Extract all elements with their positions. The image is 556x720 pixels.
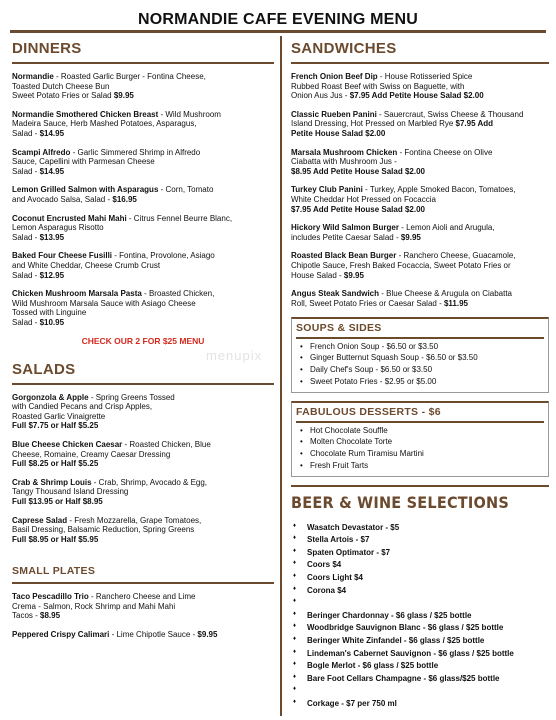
menu-item-name: Classic Rueben Panini <box>291 109 377 119</box>
list-item: ♦ Coors Light $4 <box>291 573 549 586</box>
menu-item-name: Taco Pescadillo Trio <box>12 591 89 601</box>
menu-item-name: Gorgonzola & Apple <box>12 392 89 402</box>
menu-item-price: $9.95 <box>400 232 421 242</box>
menu-item-line <box>12 289 274 299</box>
menu-item-line <box>291 223 549 233</box>
menu-item-desc: Salad - <box>12 166 40 176</box>
small-plates-divider <box>12 582 274 584</box>
right-column <box>291 40 549 712</box>
menu-item-line <box>291 82 549 92</box>
menu-item-line <box>12 308 274 318</box>
sandwiches-divider <box>291 62 549 64</box>
menu-item-price: $14.95 <box>39 128 65 138</box>
menu-item-line <box>291 289 549 299</box>
soups-box <box>291 317 549 393</box>
menu-item-desc: - Fontina Cheese on Olive <box>397 147 493 157</box>
soups-list <box>296 342 544 386</box>
left-column <box>12 40 274 648</box>
menu-item-name: Angus Steak Sandwich <box>291 289 380 299</box>
menu-item <box>12 214 274 243</box>
menu-item-name: Chicken Mushroom Marsala Pasta <box>12 289 142 299</box>
small-plates-heading: SMALL PLATES <box>12 565 96 578</box>
menu-item-desc: Tacos - <box>12 611 41 621</box>
menu-item-line <box>12 129 274 139</box>
menu-item-desc: - Spring Greens Tossed <box>88 392 175 402</box>
menu-item-desc: Onion Aus Jus - <box>291 91 350 101</box>
menu-item <box>291 223 549 242</box>
list-item <box>291 686 549 699</box>
menu-item-desc: Cheese, Romaine, Creamy Caesar Dressing <box>12 449 171 459</box>
menu-item-line <box>291 299 549 309</box>
small-plates-list <box>12 592 274 639</box>
menu-item-desc: includes Petite Caesar Salad - <box>291 232 401 242</box>
menu-item-desc: with Candied Pecans and Crisp Apples, <box>12 402 153 412</box>
list-item: ♦ Beringer White Zinfandel - $6 glass / $25 bottle <box>291 636 549 649</box>
menu-item-desc: - Ranchero Cheese and Lime <box>88 591 196 601</box>
menu-item-line <box>12 402 274 412</box>
menu-item-line <box>291 119 549 129</box>
menu-item-desc: - Fresh Mozzarella, Grape Tomatoes, <box>67 515 202 525</box>
menu-item-line <box>12 412 274 422</box>
menu-item-desc: Ciabatta with Mushroom Jus - <box>291 157 397 167</box>
menu-item <box>12 516 274 545</box>
menu-item-name: Peppered Crispy Calimari <box>12 629 110 639</box>
menu-item-desc: - Corn, Tomato <box>158 185 214 195</box>
menu-item-price: $7.95 Add Petite House Salad $2.00 <box>291 204 425 214</box>
menu-item-desc: White Cheddar Hot Pressed on Focaccia <box>291 194 436 204</box>
menu-item-name: Coconut Encrusted Mahi Mahi <box>12 213 127 223</box>
menu-item-price: Full $13.95 or Half $8.95 <box>12 497 103 506</box>
menu-item-line <box>12 487 274 497</box>
beer-wine-top-divider <box>291 485 549 487</box>
menu-item-desc: - Sauercraut, Swiss Cheese & Thousand <box>376 109 524 119</box>
menu-item-line <box>12 440 274 450</box>
menu-item-name: Scampi Alfredo <box>12 147 71 157</box>
menu-item-line <box>12 592 274 602</box>
menu-item-price: Full $7.75 or Half $5.25 <box>12 421 99 431</box>
menu-item-line <box>12 251 274 261</box>
menu-item-price: $11.95 <box>443 298 468 308</box>
list-item: • French Onion Soup - $6.50 or $3.50 <box>296 342 544 352</box>
list-item: ♦ Corkage - $7 per 750 ml <box>291 699 549 712</box>
menu-item-line <box>12 110 274 120</box>
menu-item-line <box>12 157 274 167</box>
menu-item-price: $13.95 <box>39 232 65 242</box>
menu-item-price: Full $8.95 or Half $5.95 <box>12 534 99 544</box>
menu-item-desc: - Broasted Chicken, <box>141 289 215 299</box>
menu-item-name: Crab & Shrimp Louis <box>12 477 92 487</box>
menu-item-desc: Tangy Thousand Island Dressing <box>12 487 129 497</box>
menu-item-line <box>291 110 549 120</box>
menu-item-line <box>12 611 274 621</box>
menu-item-name: Roasted Black Bean Burger <box>291 251 397 261</box>
list-item: ♦ Bare Foot Cellars Champagne - $6 glass/$25 bottle <box>291 674 549 687</box>
menu-item-desc: Salad - <box>12 128 40 138</box>
menu-item-line <box>291 167 549 177</box>
menu-item-line <box>291 91 549 101</box>
menu-item <box>12 289 274 327</box>
menu-item-desc: Rubbed Roast Beef with Swiss on Baguette, with <box>291 81 465 91</box>
menu-item-desc: Wild Mushroom Marsala Sauce with Asiago Cheese <box>12 298 196 308</box>
menu-item-name: Normandie <box>12 72 54 81</box>
menu-item-desc: - Crab, Shrimp, Avocado & Egg, <box>91 477 208 487</box>
menu-item-line <box>12 119 274 129</box>
beer-wine-heading: BEER & WINE SELECTIONS <box>291 495 509 513</box>
title-divider <box>10 30 546 33</box>
list-item <box>291 598 549 611</box>
menu-item-line <box>291 148 549 158</box>
list-item: ♦ Lindeman's Cabernet Sauvignon - $6 glass / $25 bottle <box>291 649 549 662</box>
menu-item-name: Caprese Salad <box>12 515 68 525</box>
menu-item <box>291 251 549 280</box>
sandwiches-heading: SANDWICHES <box>291 40 397 57</box>
menu-item <box>12 251 274 280</box>
menu-item <box>12 592 274 621</box>
menu-item-price: $9.95 <box>343 270 364 280</box>
menu-item-desc: Chipotle Sauce, Fresh Baked Focaccia, Sweet Potato Fries or <box>291 260 511 270</box>
menu-item-desc: - Garlic Simmered Shrimp in Alfredo <box>70 147 201 157</box>
menu-item-line <box>12 525 274 535</box>
menu-item-desc: House Salad - <box>291 270 344 280</box>
menu-item-desc: Salad - <box>12 270 40 280</box>
menu-item-line <box>291 205 549 215</box>
list-item: ♦ Woodbridge Sauvignon Blanc - $6 glass / $25 bottle <box>291 623 549 636</box>
menu-item-line <box>12 459 274 469</box>
menu-item-line <box>12 630 274 640</box>
menu-item-line <box>12 535 274 545</box>
menu-item-desc: Roasted Garlic Vinaigrette <box>12 411 106 421</box>
page-title: NORMANDIE CAFE EVENING MENU <box>137 11 419 28</box>
menu-item-price: $16.95 <box>112 194 137 204</box>
menu-item <box>291 289 549 308</box>
menu-item-desc: - Lime Chipotle Sauce - <box>109 629 198 639</box>
menu-item-line <box>291 157 549 167</box>
menu-item-desc: Toasted Dutch Cheese Bun <box>12 81 110 91</box>
menu-item-price: $8.95 <box>40 611 61 621</box>
menu-item-desc: - Wild Mushroom <box>158 109 221 119</box>
column-divider <box>280 36 282 716</box>
menu-item-line <box>291 261 549 271</box>
menu-item-desc: Salad - <box>12 317 40 327</box>
menu-item-line <box>12 82 274 92</box>
menu-item-desc: Tossed with Linguine <box>12 308 87 318</box>
menu-item-price: $12.95 <box>39 270 65 280</box>
menu-item-desc: - House Rotisseried Spice <box>377 72 473 81</box>
menu-item-desc: - Ranchero Cheese, Guacamole, <box>396 251 516 261</box>
menu-item-line <box>12 393 274 403</box>
menu-item-name: Turkey Club Panini <box>291 185 363 195</box>
menu-item-line <box>12 233 274 243</box>
list-item: ♦ Stella Artois - $7 <box>291 535 549 548</box>
menu-item-price: $10.95 <box>39 317 65 327</box>
salads-list <box>12 393 274 545</box>
list-item: • Fresh Fruit Tarts <box>296 461 544 471</box>
menu-item-name: Normandie Smothered Chicken Breast <box>12 109 159 119</box>
menu-item-line <box>291 129 549 139</box>
menu-item-desc: - Fontina, Provolone, Asiago <box>112 251 215 261</box>
menu-item-line <box>291 271 549 281</box>
menu-item-line <box>12 318 274 328</box>
menu-item-desc: and White Cheddar, Cheese Crumb Crust <box>12 260 161 270</box>
menu-item-line <box>12 185 274 195</box>
menu-item <box>12 72 274 101</box>
menu-item-line <box>12 516 274 526</box>
list-item: ♦ Spaten Optimator - $7 <box>291 548 549 561</box>
list-item: • Sweet Potato Fries - $2.95 or $5.00 <box>296 377 544 387</box>
list-item: • Hot Chocolate Souffle <box>296 426 544 436</box>
menu-item <box>291 185 549 214</box>
list-item: ♦ Corona $4 <box>291 586 549 599</box>
menu-item-desc: Island Dressing, Hot Pressed on Marbled Rye <box>291 119 456 129</box>
menu-item-line <box>12 72 274 82</box>
dinners-list <box>12 72 274 327</box>
menu-item-desc: Sauce, Capellini with Parmesan Cheese <box>12 157 155 167</box>
menu-item-price: Full $8.25 or Half $5.25 <box>12 459 99 469</box>
menu-item <box>291 110 549 139</box>
menu-item-line <box>12 214 274 224</box>
menu-item <box>12 440 274 469</box>
menu-item-line <box>12 271 274 281</box>
dinners-heading: DINNERS <box>12 40 82 57</box>
list-item: • Chocolate Rum Tiramisu Martini <box>296 449 544 459</box>
spacer <box>12 553 274 565</box>
menu-item-desc: Lemon Asparagus Risotto <box>12 223 104 233</box>
menu-item-line <box>12 261 274 271</box>
menu-item <box>291 148 549 177</box>
menu-item-line <box>291 195 549 205</box>
menu-item-price: Petite House Salad $2.00 <box>291 128 386 138</box>
menu-item-desc: - Roasted Garlic Burger - Fontina Cheese, <box>53 72 206 81</box>
menu-item-desc: Madeira Sauce, Herb Mashed Potatoes, Asparagus, <box>12 119 197 129</box>
list-item: ♦ Wasatch Devastator - $5 <box>291 523 549 536</box>
soups-heading: SOUPS & SIDES <box>296 322 544 339</box>
menu-item-line <box>12 299 274 309</box>
menu-item-line <box>12 91 274 101</box>
list-item: ♦ Coors $4 <box>291 560 549 573</box>
sandwiches-list <box>291 72 549 308</box>
menu-item-desc: Roll, Sweet Potato Fries or Caesar Salad - <box>291 298 444 308</box>
menu-item-desc: - Citrus Fennel Beurre Blanc, <box>126 213 233 223</box>
menu-item-line <box>12 195 274 205</box>
menu-item-name: French Onion Beef Dip <box>291 72 378 81</box>
menu-item-price: $7.95 Add <box>455 119 494 129</box>
menu-item-price: $7.95 Add Petite House Salad $2.00 <box>349 91 484 101</box>
salads-heading: SALADS <box>12 360 76 378</box>
list-item: • Ginger Butternut Squash Soup - $6.50 or $3.50 <box>296 353 544 363</box>
menu-item-line <box>291 72 549 82</box>
beer-wine-list <box>291 523 549 712</box>
menu-item-name: Blue Cheese Chicken Caesar <box>12 440 123 450</box>
menu-item-desc: - Blue Cheese & Arugula on Ciabatta <box>379 289 513 299</box>
menu-item-line <box>291 251 549 261</box>
desserts-heading: FABULOUS DESSERTS - $6 <box>296 406 544 423</box>
menu-item-line <box>12 497 274 507</box>
menu-item <box>12 478 274 507</box>
menu-item-price: $9.95 <box>113 91 134 101</box>
menu-item-line <box>12 421 274 431</box>
menu-item-name: Lemon Grilled Salmon with Asparagus <box>12 185 159 195</box>
dinners-divider <box>12 62 274 64</box>
watermark-text: menupix <box>206 348 263 363</box>
promo-text: CHECK OUR 2 FOR $25 MENU <box>81 336 205 347</box>
menu-item-line <box>12 450 274 460</box>
salads-divider <box>12 383 274 385</box>
menu-item-desc: Crema - Salmon, Rock Shrimp and Mahi Mahi <box>12 601 176 611</box>
list-item: • Molten Chocolate Torte <box>296 437 544 447</box>
menu-item-price: $9.95 <box>197 629 218 639</box>
menu-item-name: Baked Four Cheese Fusilli <box>12 251 113 261</box>
menu-item-price: $8.95 Add Petite House Salad $2.00 <box>291 166 425 176</box>
menu-item-desc: - Lemon Aioli and Arugula, <box>398 223 495 233</box>
menu-item-line <box>291 233 549 243</box>
menu-item-line <box>12 478 274 488</box>
menu-item-line <box>12 602 274 612</box>
desserts-box <box>291 401 549 477</box>
menu-item-line <box>12 223 274 233</box>
menu-item-line <box>12 148 274 158</box>
menu-item-price: $14.95 <box>39 166 65 176</box>
menu-item-line <box>291 185 549 195</box>
list-item: • Daily Chef's Soup - $6.50 or $3.50 <box>296 365 544 375</box>
menu-item <box>291 72 549 101</box>
menu-item-desc: Basil Dressing, Balsamic Reduction, Spring Greens <box>12 525 195 535</box>
menu-item <box>12 393 274 431</box>
desserts-list <box>296 426 544 470</box>
menu-item-desc: - Roasted Chicken, Blue <box>122 440 211 450</box>
menu-item-desc: - Turkey, Apple Smoked Bacon, Tomatoes, <box>362 185 516 195</box>
menu-item-desc: and Avocado Salsa, Salad - <box>12 194 113 204</box>
list-item: ♦ Bogle Merlot - $6 glass / $25 bottle <box>291 661 549 674</box>
list-item: ♦ Beringer Chardonnay - $6 glass / $25 bottle <box>291 611 549 624</box>
menu-item <box>12 630 274 640</box>
menu-item-name: Marsala Mushroom Chicken <box>291 147 398 157</box>
menu-item-name: Hickory Wild Salmon Burger <box>291 223 399 233</box>
menu-item <box>12 148 274 177</box>
menu-item-desc: Salad - <box>12 232 40 242</box>
menu-item <box>12 110 274 139</box>
menu-item <box>12 185 274 204</box>
menu-item-line <box>12 167 274 177</box>
menu-item-desc: Sweet Potato Fries or Salad <box>12 91 114 101</box>
